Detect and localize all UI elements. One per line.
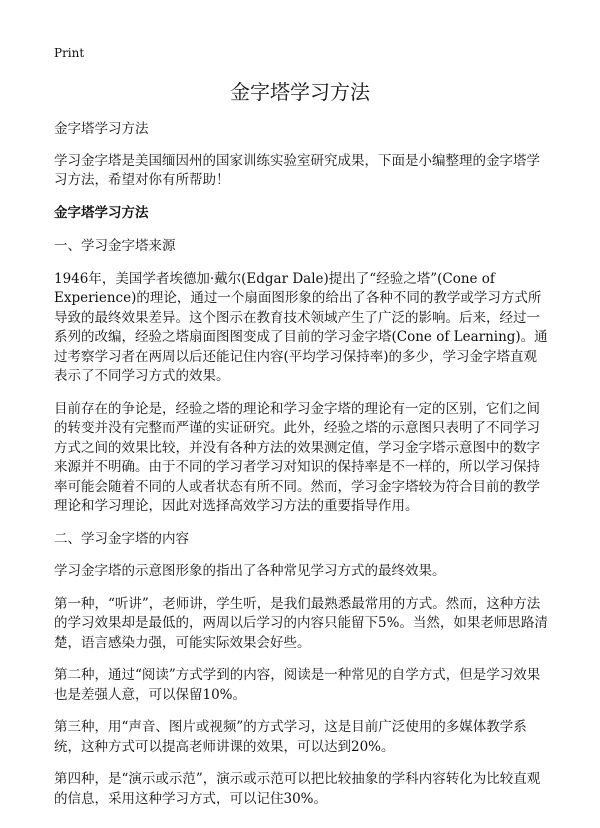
intro-paragraph: 学习金字塔是美国缅因州的国家训练实验室研究成果，下面是小编整理的金字塔学习方法，希望对你有所帮助！ [54,152,540,188]
method-paragraph: 第一种，“听讲”，老师讲，学生听，是我们最熟悉最常用的方式。然而，这种方法的学习效果却是最低的，两周以后学习的内容只能留下5%。当然，如果老师思路清楚，语言感染力强，可能实际效果会好些。 [54,595,548,651]
print-label: Print [54,46,85,60]
section1-heading: 一、学习金字塔来源 [54,238,176,254]
article-subtitle: 金字塔学习方法 [54,121,149,137]
method-paragraph: 第三种，用“声音、图片或视频”的方式学习，这是目前广泛使用的多媒体教学系统，这种方式可以提高老师讲课的效果，可以达到20%。 [54,719,527,755]
section1-paragraph-2: 目前存在的争论是，经验之塔的理论和学习金字塔的理论有一定的区别，它们之间的转变并没有完整而严谨的实证研究。此外，经验之塔的示意图只表明了不同学习方式之间的效果比较，并没有各种方法的效果测定值，学习金字塔示意图中的数字来源并不明确。由于不同的学习者学习对知识的保持率是不一样的，所以学习保持率可能会随着不同的人或者状态有所不同。然而，学习金字塔较为符合目前的教学理论和学习理论，因此对选择高效学习方法的重要指导作用。 [54,400,540,514]
method-paragraph: 第二种，通过“阅读”方式学到的内容，阅读是一种常见的自学方式，但是学习效果也是差强人意，可以保留10%。 [54,667,541,703]
section2-intro: 学习金字塔的示意图形象的指出了各种常见学习方式的最终效果。 [54,563,446,579]
method-paragraph: 第四种，是“演示或示范”，演示或示范可以把比较抽象的学科内容转化为比较直观的信息，采用这种学习方式，可以记住30%。 [54,771,541,807]
section-title: 金字塔学习方法 [54,204,149,221]
section1-paragraph-1: 1946年，美国学者埃德加·戴尔(Edgar Dale)提出了“经验之塔”(Cone of Experience)的理论，通过一个扇面图形象的给出了各种不同的教学或学习方式所导致的最终效果差异。这个图示在教育技术领域产生了广泛的影响。后来，经过一系列的改编，经验之塔扇面图图变成了目前的学习金字塔(Cone of Learning)。通过考察学习者在两周以后还能记住内容(平均学习保持率)的多少，学习金字塔直观表示了不同学习方式的效果。 [54,270,548,384]
section2-heading: 二、学习金字塔的内容 [54,530,189,547]
page-title: 金字塔学习方法 [230,80,370,104]
article-body [54,120,550,822]
